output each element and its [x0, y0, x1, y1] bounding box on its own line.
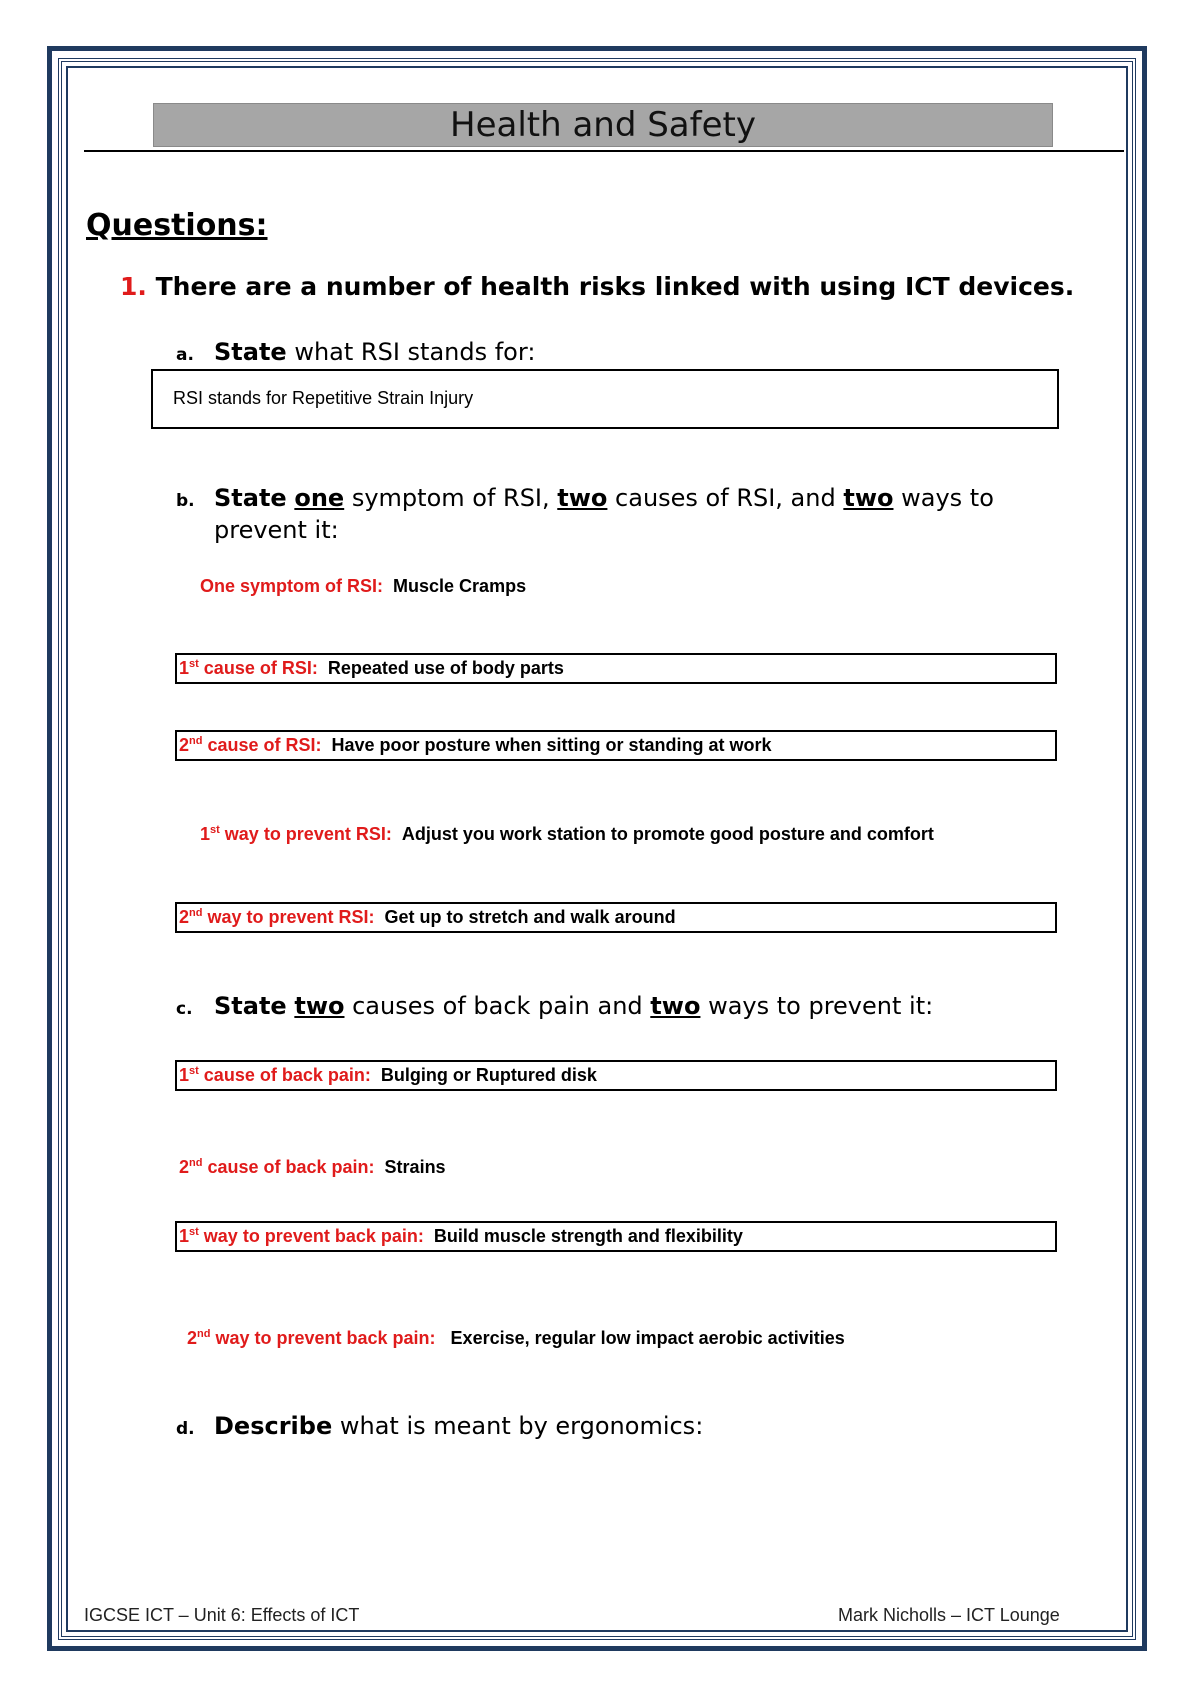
- question-1b-part3: ways to: [893, 484, 994, 512]
- answer-box-1b-cause2[interactable]: [175, 730, 1057, 761]
- bp-cause1-num: 1: [179, 1065, 190, 1085]
- bp-prevent1-num: 1: [179, 1226, 190, 1246]
- answer-box-1c-cause1[interactable]: [175, 1060, 1057, 1091]
- prevent2-sup: nd: [189, 907, 203, 919]
- bp-prevent2-num: 2: [187, 1328, 198, 1348]
- bp-cause2-value: Strains: [384, 1157, 446, 1177]
- footer-right: Mark Nicholls – ICT Lounge: [838, 1605, 1060, 1625]
- prevent1-value: Adjust you work station to promote good posture and comfort: [401, 824, 934, 844]
- question-1d: [176, 1412, 703, 1440]
- bp-prevent1-value: Build muscle strength and flexibility: [433, 1226, 743, 1246]
- question-1b-two2: two: [843, 484, 894, 512]
- cause2-value: Have poor posture when sitting or standing at work: [331, 735, 772, 755]
- answer-1b-prevent2: [179, 907, 676, 928]
- answer-box-1b-cause1[interactable]: [175, 653, 1057, 684]
- answer-1b-prevent1: [200, 824, 934, 845]
- answer-1b-symptom: [200, 576, 526, 597]
- answer-1b-symptom-value: Muscle Cramps: [393, 576, 527, 596]
- question-1-number: 1.: [120, 272, 147, 301]
- question-1a-letter: a.: [176, 345, 194, 365]
- question-1b-part2: causes of RSI, and: [607, 484, 844, 512]
- bp-cause1-label: cause of back pain:: [198, 1065, 371, 1085]
- answer-1c-cause2: [179, 1157, 446, 1178]
- question-1d-verb: Describe: [214, 1412, 333, 1440]
- answer-box-1b-prevent2[interactable]: [175, 902, 1057, 933]
- answer-box-1a[interactable]: [151, 369, 1059, 429]
- bp-cause1-sup: st: [189, 1065, 199, 1077]
- answer-1b-symptom-label: One symptom of RSI:: [200, 576, 384, 596]
- cause2-num: 2: [179, 735, 190, 755]
- bp-cause1-value: Bulging or Ruptured disk: [380, 1065, 597, 1085]
- question-1c-part1: causes of back pain and: [344, 992, 651, 1020]
- question-1b-letter: b.: [176, 491, 195, 511]
- prevent2-label: way to prevent RSI:: [202, 907, 375, 927]
- question-1d-letter: d.: [176, 1419, 195, 1439]
- title-divider: [84, 150, 1124, 152]
- bp-prevent2-sup: nd: [197, 1328, 211, 1340]
- question-1b-two1: two: [557, 484, 608, 512]
- question-1b-line2: prevent it:: [214, 516, 339, 544]
- answer-1c-prevent1: [179, 1226, 743, 1247]
- prevent1-sup: st: [210, 824, 220, 836]
- bp-prevent1-label: way to prevent back pain:: [198, 1226, 424, 1246]
- bp-cause2-num: 2: [179, 1157, 190, 1177]
- question-1b-one: one: [294, 484, 345, 512]
- bp-prevent2-label: way to prevent back pain:: [210, 1328, 436, 1348]
- question-1b-verb: State: [214, 484, 287, 512]
- question-1d-rest: what is meant by ergonomics:: [332, 1412, 704, 1440]
- bp-cause2-label: cause of back pain:: [202, 1157, 375, 1177]
- questions-heading: Questions:: [86, 208, 268, 243]
- answer-1a-text: RSI stands for Repetitive Strain Injury: [173, 388, 474, 408]
- prevent2-value: Get up to stretch and walk around: [384, 907, 676, 927]
- bp-prevent1-sup: st: [189, 1226, 199, 1238]
- footer-left: IGCSE ICT – Unit 6: Effects of ICT: [84, 1605, 360, 1625]
- answer-1c-cause1: [179, 1065, 597, 1086]
- question-1-text: There are a number of health risks linked with using ICT devices.: [155, 272, 1075, 301]
- question-1: [120, 272, 1074, 301]
- bp-prevent2-value: Exercise, regular low impact aerobic activities: [450, 1328, 845, 1348]
- question-1c-verb: State: [214, 992, 287, 1020]
- prevent1-label: way to prevent RSI:: [219, 824, 392, 844]
- cause1-value: Repeated use of body parts: [327, 658, 564, 678]
- prevent2-num: 2: [179, 907, 190, 927]
- question-1a-verb: State: [214, 338, 287, 366]
- question-1c-letter: c.: [176, 999, 193, 1019]
- cause1-label: cause of RSI:: [198, 658, 318, 678]
- cause2-label: cause of RSI:: [202, 735, 322, 755]
- question-1a: [176, 338, 535, 366]
- prevent1-num: 1: [200, 824, 211, 844]
- answer-box-1c-prevent1[interactable]: [175, 1221, 1057, 1252]
- answer-1c-prevent2: [187, 1328, 845, 1349]
- answer-1b-cause2: [179, 735, 772, 756]
- page-title: Health and Safety: [153, 103, 1053, 147]
- question-1b: [176, 484, 994, 512]
- question-1c: [176, 992, 933, 1020]
- cause1-sup: st: [189, 658, 199, 670]
- question-1c-part2: ways to prevent it:: [700, 992, 934, 1020]
- bp-cause2-sup: nd: [189, 1157, 203, 1169]
- question-1b-part1: symptom of RSI,: [344, 484, 558, 512]
- question-1a-rest: what RSI stands for:: [286, 338, 536, 366]
- question-1c-two1: two: [294, 992, 345, 1020]
- answer-1b-cause1: [179, 658, 564, 679]
- question-1c-two2: two: [650, 992, 701, 1020]
- cause2-sup: nd: [189, 735, 203, 747]
- cause1-num: 1: [179, 658, 190, 678]
